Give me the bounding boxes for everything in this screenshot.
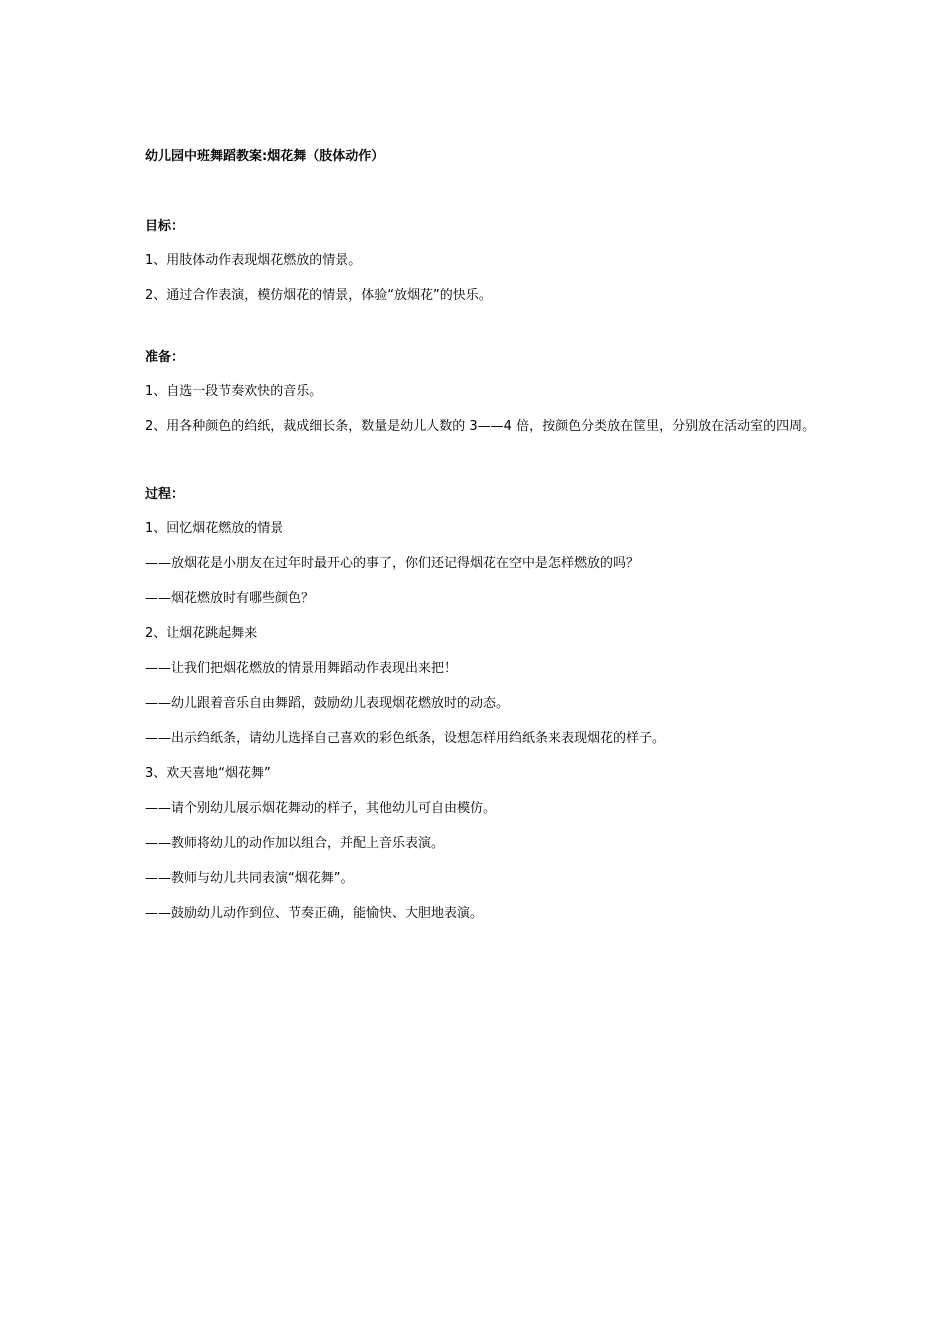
process-line: ——烟花燃放时有哪些颜色？ [145, 591, 315, 606]
section-process [145, 484, 825, 925]
section-heading-process: 过程： [145, 487, 185, 502]
process-line: ——让我们把烟花燃放的情景用舞蹈动作表现出来把！ [145, 661, 458, 676]
section-preparation [145, 347, 825, 444]
process-line: ——出示绉纸条，请幼儿选择自己喜欢的彩色纸条，设想怎样用绉纸条来表现烟花的样子。 [145, 731, 666, 746]
section-heading-goals: 目标： [145, 219, 185, 234]
process-line: ——放烟花是小朋友在过年时最开心的事了，你们还记得烟花在空中是怎样燃放的吗？ [145, 556, 640, 571]
process-line: ——请个别幼儿展示烟花舞动的样子，其他幼儿可自由模仿。 [145, 801, 497, 816]
section-goals [145, 216, 825, 307]
preparation-line: 2、用各种颜色的绉纸，裁成细长条，数量是幼儿人数的 3——4 倍，按颜色分类放在筐里，分别放在活动室的四周。 [145, 419, 816, 434]
goal-line: 1、用肢体动作表现烟花燃放的情景。 [145, 253, 362, 268]
document-title: 幼儿园中班舞蹈教案:烟花舞（肢体动作） [145, 149, 385, 164]
process-line: 2、让烟花跳起舞来 [145, 626, 258, 641]
process-line: ——教师将幼儿的动作加以组合，并配上音乐表演。 [145, 836, 445, 851]
preparation-line: 1、自选一段节奏欢快的音乐。 [145, 384, 323, 399]
process-line: ——鼓励幼儿动作到位、节奏正确，能愉快、大胆地表演。 [145, 906, 484, 921]
section-heading-preparation: 准备： [145, 350, 185, 365]
process-line: 3、欢天喜地“烟花舞” [145, 766, 271, 781]
process-line: 1、回忆烟花燃放的情景 [145, 521, 284, 536]
document-page [145, 146, 825, 938]
process-line: ——幼儿跟着音乐自由舞蹈，鼓励幼儿表现烟花燃放时的动态。 [145, 696, 510, 711]
goal-line: 2、通过合作表演，模仿烟花的情景，体验“放烟花”的快乐。 [145, 288, 492, 303]
process-line: ——教师与幼儿共同表演“烟花舞”。 [145, 871, 354, 886]
